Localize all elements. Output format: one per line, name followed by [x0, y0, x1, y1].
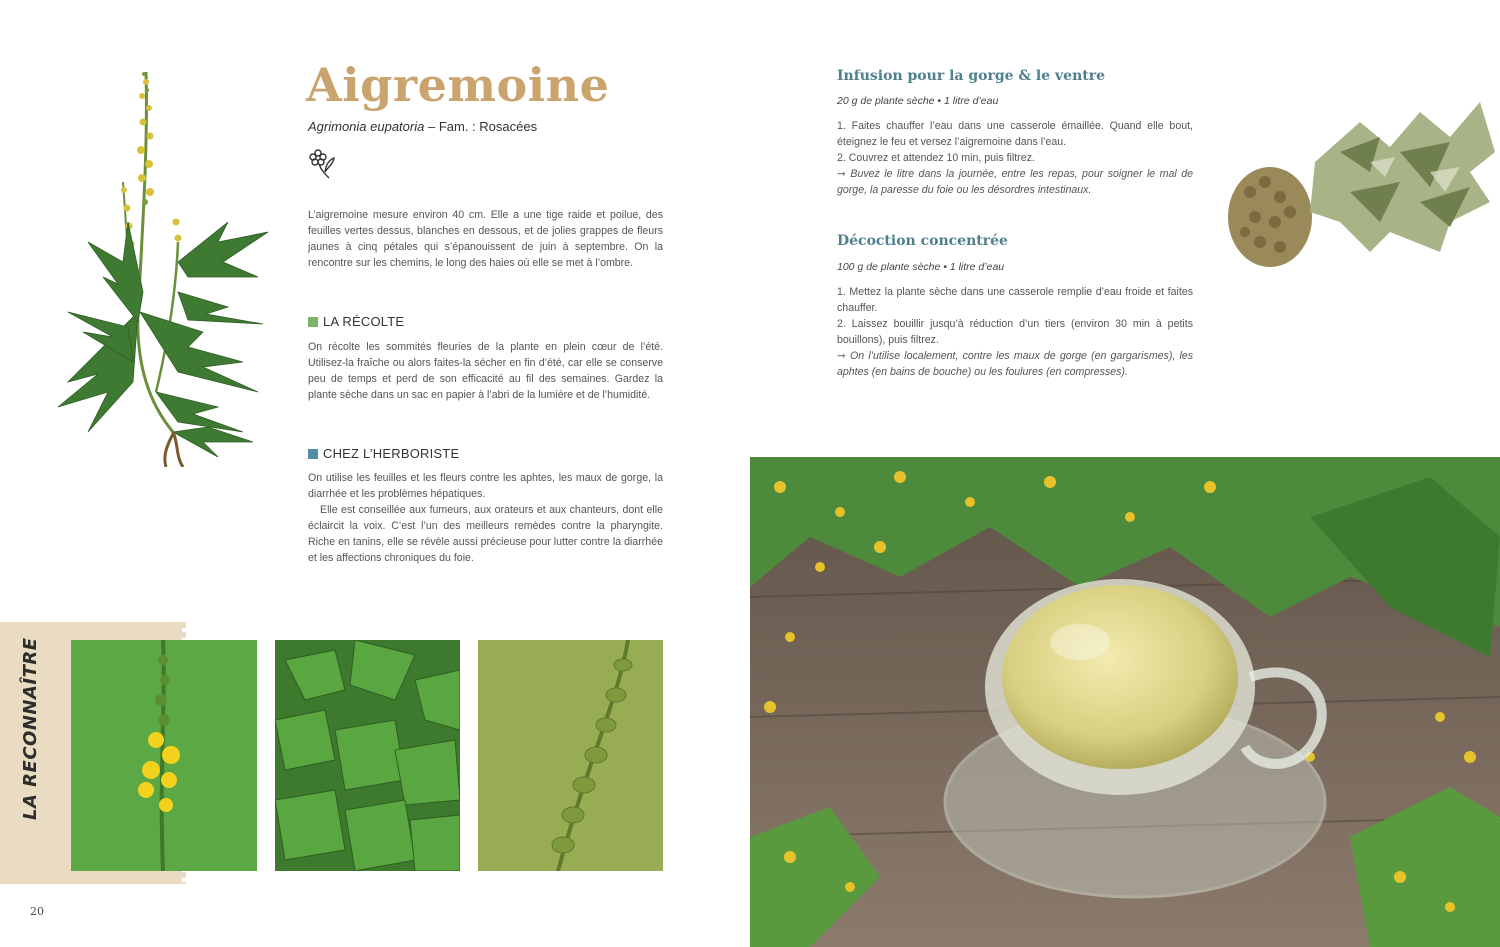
infusion-step-1: 1. Faites chauffer l’eau dans une casserole émaillée. Quand elle bout, éteignez le feu et versez l’aigremoine dans l’eau.	[837, 120, 1193, 148]
herboriste-paragraph-1: On utilise les feuilles et les fleurs contre les aphtes, les maux de gorge, la diarrhée et les problèmes hépatiques.	[308, 472, 663, 500]
decoction-note	[837, 348, 1193, 380]
decoction-title: Décoction concentrée	[837, 233, 1008, 249]
infusion-title: Infusion pour la gorge & le ventre	[837, 68, 1105, 84]
decoction-note-text: On l’utilise localement, contre les maux de gorge (en gargarismes), les aphtes (en bains de bouche) ou les foulures (en compresses).	[837, 350, 1193, 378]
infusion-steps	[837, 118, 1193, 198]
flower-spike-photo	[71, 640, 257, 871]
dried-herbs-image	[1220, 92, 1500, 277]
arrow-icon: ➞	[837, 168, 846, 180]
blue-square-icon	[308, 449, 318, 459]
infusion-step-2: 2. Couvrez et attendez 10 min, puis filtrez.	[837, 152, 1035, 164]
herboriste-heading: CHEZ L’HERBORISTE	[323, 446, 460, 461]
intro-text: L’aigremoine mesure environ 40 cm. Elle a une tige raide et poilue, des feuilles vertes dessus, blanches en dessous, et de jolies grappes de fleurs jaunes à cinq pétales qui s’épanouissent de juin à septembre. On la rencontre sur les chemins, le long des haies où elle se met à l’ombre.	[308, 209, 663, 269]
decoction-quantity: 100 g de plante sèche • 1 litre d’eau	[837, 261, 1005, 273]
herboriste-text	[308, 470, 663, 566]
plant-family: – Fam. : Rosacées	[424, 119, 538, 134]
recolte-heading: LA RÉCOLTE	[323, 314, 405, 329]
flower-icon	[307, 144, 337, 180]
infusion-note	[837, 166, 1193, 198]
infusion-quantity: 20 g de plante sèche • 1 litre d’eau	[837, 95, 999, 107]
latin-name: Agrimonia eupatoria	[308, 119, 425, 134]
page-number: 20	[30, 905, 44, 918]
botanical-illustration	[28, 62, 276, 467]
herboriste-paragraph-2: Elle est conseillée aux fumeurs, aux orateurs et aux chanteurs, dont elle éclaircit la voix. C’est l’un des meilleurs remèdes contre la pharyngite. Riche en tanins, elle se révèle aussi précieuse pour lutter contre la diarrhée et les affections chroniques du foie.	[308, 504, 663, 564]
page-title: Aigremoine	[306, 58, 610, 112]
recolte-text: On récolte les sommités fleuries de la plante en plein cœur de l’été. Utilisez-la fraîche ou alors faites-la sécher en fin d’été, car elle se conserve peu de temps et perd de son efficacité au fil des semaines. Gardez la plante sèche dans un sac en papier à l’abri de la lumière et de l’humidité.	[308, 341, 663, 401]
plant-subtitle	[308, 119, 537, 134]
leaves-photo	[275, 640, 460, 871]
decoction-step-1: 1. Mettez la plante sèche dans une casserole remplie d’eau froide et faites chauffer.	[837, 286, 1193, 314]
infusion-note-text: Buvez le litre dans la journée, entre les repas, pour soigner le mal de gorge, la paresse du foie ou les désordres intestinaux.	[837, 168, 1193, 196]
section-heading-herboriste	[308, 446, 459, 461]
section-heading-recolte	[308, 314, 404, 329]
decoction-steps	[837, 284, 1193, 380]
seed-spike-photo	[478, 640, 663, 871]
herbal-tea-photo	[750, 457, 1500, 947]
recognition-label: LA RECONNAÎTRE	[20, 637, 41, 820]
arrow-icon: ➞	[837, 350, 846, 362]
green-square-icon	[308, 317, 318, 327]
decoction-step-2: 2. Laissez bouillir jusqu’à réduction d’un tiers (environ 30 min à petits bouillons), puis filtrez.	[837, 318, 1193, 346]
